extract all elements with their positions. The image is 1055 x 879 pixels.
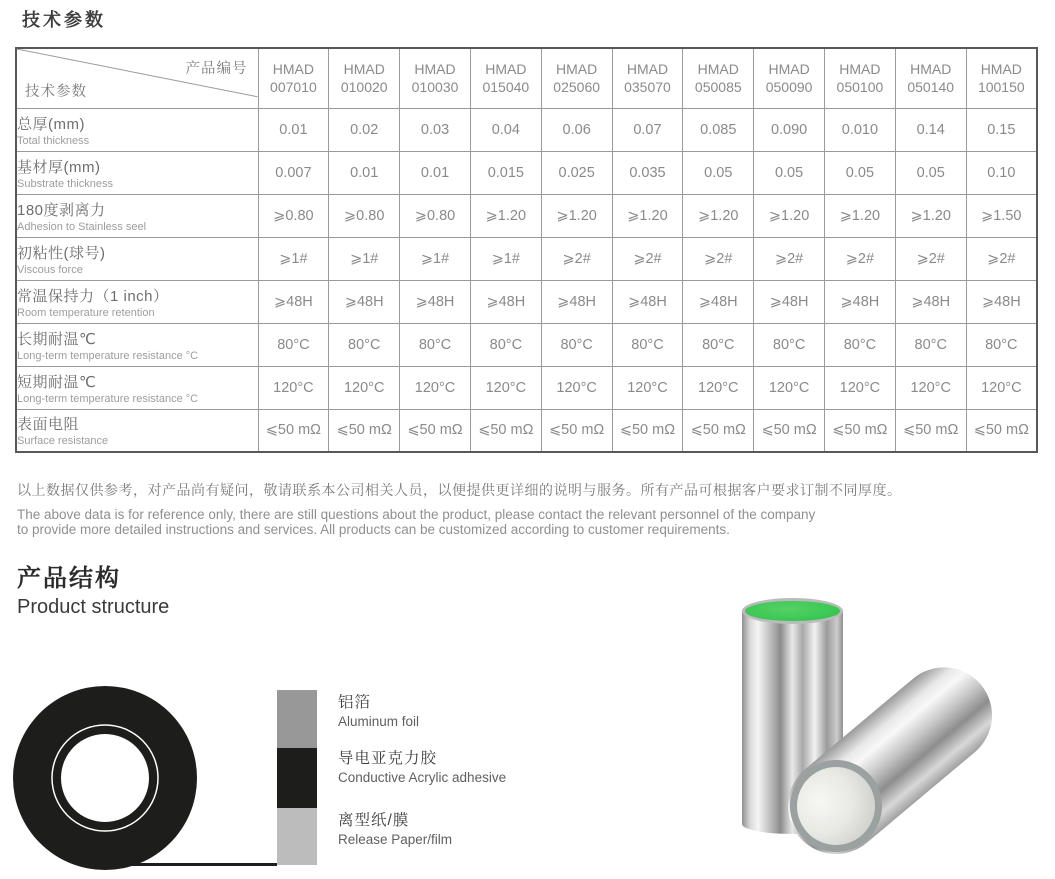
value-cell: 120°C: [825, 366, 896, 409]
row-label-cell: [16, 280, 258, 323]
value-cell: ⩽50 mΩ: [683, 409, 754, 452]
column-header: HMAD 035070: [612, 48, 683, 108]
column-header: HMAD 050100: [825, 48, 896, 108]
table-row: [16, 151, 1037, 194]
row-label-cell: [16, 237, 258, 280]
value-cell: ⩽50 mΩ: [400, 409, 471, 452]
row-label-en: Viscous force: [17, 263, 83, 276]
value-cell: ⩾48H: [541, 280, 612, 323]
value-cell: ⩾1.20: [895, 194, 966, 237]
value-cell: ⩾1.20: [754, 194, 825, 237]
note-en-line2: to provide more detailed instructions and services. All products can be customized according to customer requirements.: [17, 522, 730, 538]
value-cell: 80°C: [754, 323, 825, 366]
value-cell: ⩾2#: [966, 237, 1037, 280]
value-cell: ⩾48H: [966, 280, 1037, 323]
value-cell: 0.01: [258, 108, 329, 151]
value-cell: 80°C: [470, 323, 541, 366]
value-cell: ⩾2#: [754, 237, 825, 280]
value-cell: ⩾48H: [825, 280, 896, 323]
value-cell: 120°C: [754, 366, 825, 409]
value-cell: 0.10: [966, 151, 1037, 194]
value-cell: 80°C: [612, 323, 683, 366]
value-cell: ⩾48H: [612, 280, 683, 323]
row-label-zh: 初粘性(球号): [17, 244, 106, 262]
row-label-cell: [16, 366, 258, 409]
spec-table-head: [16, 48, 1037, 108]
row-label-cell: [16, 323, 258, 366]
tape-roll-core: [61, 734, 149, 822]
value-cell: 0.007: [258, 151, 329, 194]
value-cell: 120°C: [258, 366, 329, 409]
value-cell: ⩽50 mΩ: [754, 409, 825, 452]
row-label-en: Room temperature retention: [17, 306, 155, 319]
value-cell: 0.090: [754, 108, 825, 151]
value-cell: 0.035: [612, 151, 683, 194]
row-label-zh: 总厚(mm): [17, 115, 85, 133]
notes-block: [17, 480, 1027, 537]
value-cell: 0.010: [825, 108, 896, 151]
value-cell: ⩾48H: [258, 280, 329, 323]
value-cell: ⩽50 mΩ: [895, 409, 966, 452]
value-cell: ⩾0.80: [400, 194, 471, 237]
value-cell: 80°C: [895, 323, 966, 366]
value-cell: 0.03: [400, 108, 471, 151]
corner-label-tech-params: 技术参数: [25, 83, 87, 100]
row-label-zh: 长期耐温℃: [17, 330, 97, 348]
value-cell: ⩾48H: [400, 280, 471, 323]
value-cell: 0.05: [895, 151, 966, 194]
table-row: [16, 194, 1037, 237]
column-header: HMAD 050140: [895, 48, 966, 108]
layer-rect: [277, 690, 317, 748]
value-cell: 120°C: [470, 366, 541, 409]
value-cell: 120°C: [683, 366, 754, 409]
value-cell: ⩽50 mΩ: [470, 409, 541, 452]
row-label-en: Substrate thickness: [17, 177, 113, 190]
value-cell: 0.085: [683, 108, 754, 151]
value-cell: ⩾2#: [541, 237, 612, 280]
layer-label-zh: 离型纸/膜: [338, 812, 410, 829]
value-cell: ⩾1.20: [470, 194, 541, 237]
row-label-cell: [16, 409, 258, 452]
spec-table-wrap: [15, 47, 1038, 453]
value-cell: 0.02: [329, 108, 400, 151]
value-cell: ⩽50 mΩ: [825, 409, 896, 452]
row-label-cell: [16, 108, 258, 151]
value-cell: 120°C: [329, 366, 400, 409]
row-label-en: Adhesion to Stainless seel: [17, 220, 147, 233]
value-cell: ⩽50 mΩ: [258, 409, 329, 452]
table-row: [16, 280, 1037, 323]
value-cell: ⩾1.50: [966, 194, 1037, 237]
value-cell: 120°C: [541, 366, 612, 409]
value-cell: ⩽50 mΩ: [612, 409, 683, 452]
column-header: HMAD 050090: [754, 48, 825, 108]
value-cell: ⩾2#: [825, 237, 896, 280]
value-cell: ⩽50 mΩ: [966, 409, 1037, 452]
layer-label-en: Release Paper/film: [338, 832, 453, 847]
table-row: [16, 108, 1037, 151]
row-label-cell: [16, 151, 258, 194]
value-cell: 120°C: [895, 366, 966, 409]
column-header: HMAD 100150: [966, 48, 1037, 108]
value-cell: 80°C: [329, 323, 400, 366]
row-label-en: Long-term temperature resistance °C: [17, 349, 199, 362]
value-cell: 0.14: [895, 108, 966, 151]
value-cell: 0.05: [825, 151, 896, 194]
layer-label-en: Aluminum foil: [338, 714, 420, 729]
column-header: HMAD 050085: [683, 48, 754, 108]
value-cell: 0.015: [470, 151, 541, 194]
spec-table: [15, 47, 1038, 453]
structure-title-en: Product structure: [17, 596, 170, 618]
value-cell: 80°C: [825, 323, 896, 366]
row-label-en: Total thickness: [17, 134, 90, 147]
layer-label-zh: 铝箔: [338, 694, 372, 711]
table-corner-cell: [16, 48, 258, 108]
row-label-zh: 表面电阻: [17, 416, 80, 434]
value-cell: ⩾2#: [895, 237, 966, 280]
foil-roll-green-top: [742, 598, 843, 624]
layer-rect: [277, 748, 317, 808]
layer-rect: [277, 808, 317, 865]
product-photo: [700, 583, 1040, 879]
value-cell: 0.01: [400, 151, 471, 194]
note-en: [17, 507, 1027, 537]
value-cell: 0.06: [541, 108, 612, 151]
page-title: 技术参数: [22, 10, 106, 30]
value-cell: 0.05: [754, 151, 825, 194]
value-cell: ⩾48H: [895, 280, 966, 323]
table-row: [16, 409, 1037, 452]
value-cell: ⩾48H: [683, 280, 754, 323]
value-cell: ⩾2#: [612, 237, 683, 280]
row-label-zh: 基材厚(mm): [17, 158, 101, 176]
value-cell: 120°C: [400, 366, 471, 409]
column-header: HMAD 015040: [470, 48, 541, 108]
value-cell: ⩾1.20: [612, 194, 683, 237]
row-label-en: Surface resistance: [17, 435, 109, 448]
value-cell: ⩾0.80: [258, 194, 329, 237]
table-row: [16, 366, 1037, 409]
note-en-line1: The above data is for reference only, there are still questions about the product, please contact the relevant personnel of the company: [17, 507, 816, 522]
table-row: [16, 323, 1037, 366]
value-cell: ⩽50 mΩ: [541, 409, 612, 452]
corner-label-product-code: 产品编号: [185, 61, 248, 77]
value-cell: ⩾48H: [329, 280, 400, 323]
value-cell: 0.15: [966, 108, 1037, 151]
value-cell: 0.025: [541, 151, 612, 194]
layer-label: [338, 808, 452, 847]
structure-section-heading: [17, 558, 169, 619]
row-label-zh: 常温保持力（1 inch）: [17, 287, 169, 305]
value-cell: 0.07: [612, 108, 683, 151]
value-cell: 80°C: [400, 323, 471, 366]
value-cell: 80°C: [541, 323, 612, 366]
value-cell: ⩽50 mΩ: [329, 409, 400, 452]
value-cell: 120°C: [612, 366, 683, 409]
table-row: [16, 237, 1037, 280]
value-cell: 120°C: [966, 366, 1037, 409]
value-cell: ⩾1.20: [541, 194, 612, 237]
tape-lead-line: [105, 863, 277, 866]
structure-title-zh: 产品结构: [17, 565, 121, 592]
value-cell: ⩾1#: [329, 237, 400, 280]
layer-label-zh: 导电亚克力胶: [338, 750, 438, 767]
layer-stack: [277, 690, 317, 865]
spec-table-body: [16, 108, 1037, 452]
layer-label-en: Conductive Acrylic adhesive: [338, 770, 507, 785]
value-cell: ⩾48H: [754, 280, 825, 323]
column-header: HMAD 010030: [400, 48, 471, 108]
row-label-zh: 180度剥离力: [17, 201, 106, 219]
value-cell: ⩾2#: [683, 237, 754, 280]
column-header: HMAD 010020: [329, 48, 400, 108]
row-label-en: Long-term temperature resistance °C: [17, 392, 199, 405]
value-cell: 80°C: [683, 323, 754, 366]
layer-label: [338, 690, 419, 729]
value-cell: 80°C: [258, 323, 329, 366]
note-zh: 以上数据仅供参考，对产品尚有疑问，敬请联系本公司相关人员，以便提供更详细的说明与服务。所有产品可根据客户要求订制不同厚度。: [17, 482, 902, 498]
value-cell: ⩾1#: [258, 237, 329, 280]
value-cell: ⩾48H: [470, 280, 541, 323]
value-cell: ⩾1#: [400, 237, 471, 280]
value-cell: 0.04: [470, 108, 541, 151]
value-cell: ⩾1.20: [825, 194, 896, 237]
value-cell: ⩾1#: [470, 237, 541, 280]
layer-label: [338, 746, 506, 785]
value-cell: ⩾1.20: [683, 194, 754, 237]
value-cell: ⩾0.80: [329, 194, 400, 237]
value-cell: 0.01: [329, 151, 400, 194]
row-label-zh: 短期耐温℃: [17, 373, 97, 391]
value-cell: 0.05: [683, 151, 754, 194]
column-header: HMAD 025060: [541, 48, 612, 108]
column-header: HMAD 007010: [258, 48, 329, 108]
value-cell: 80°C: [966, 323, 1037, 366]
row-label-cell: [16, 194, 258, 237]
